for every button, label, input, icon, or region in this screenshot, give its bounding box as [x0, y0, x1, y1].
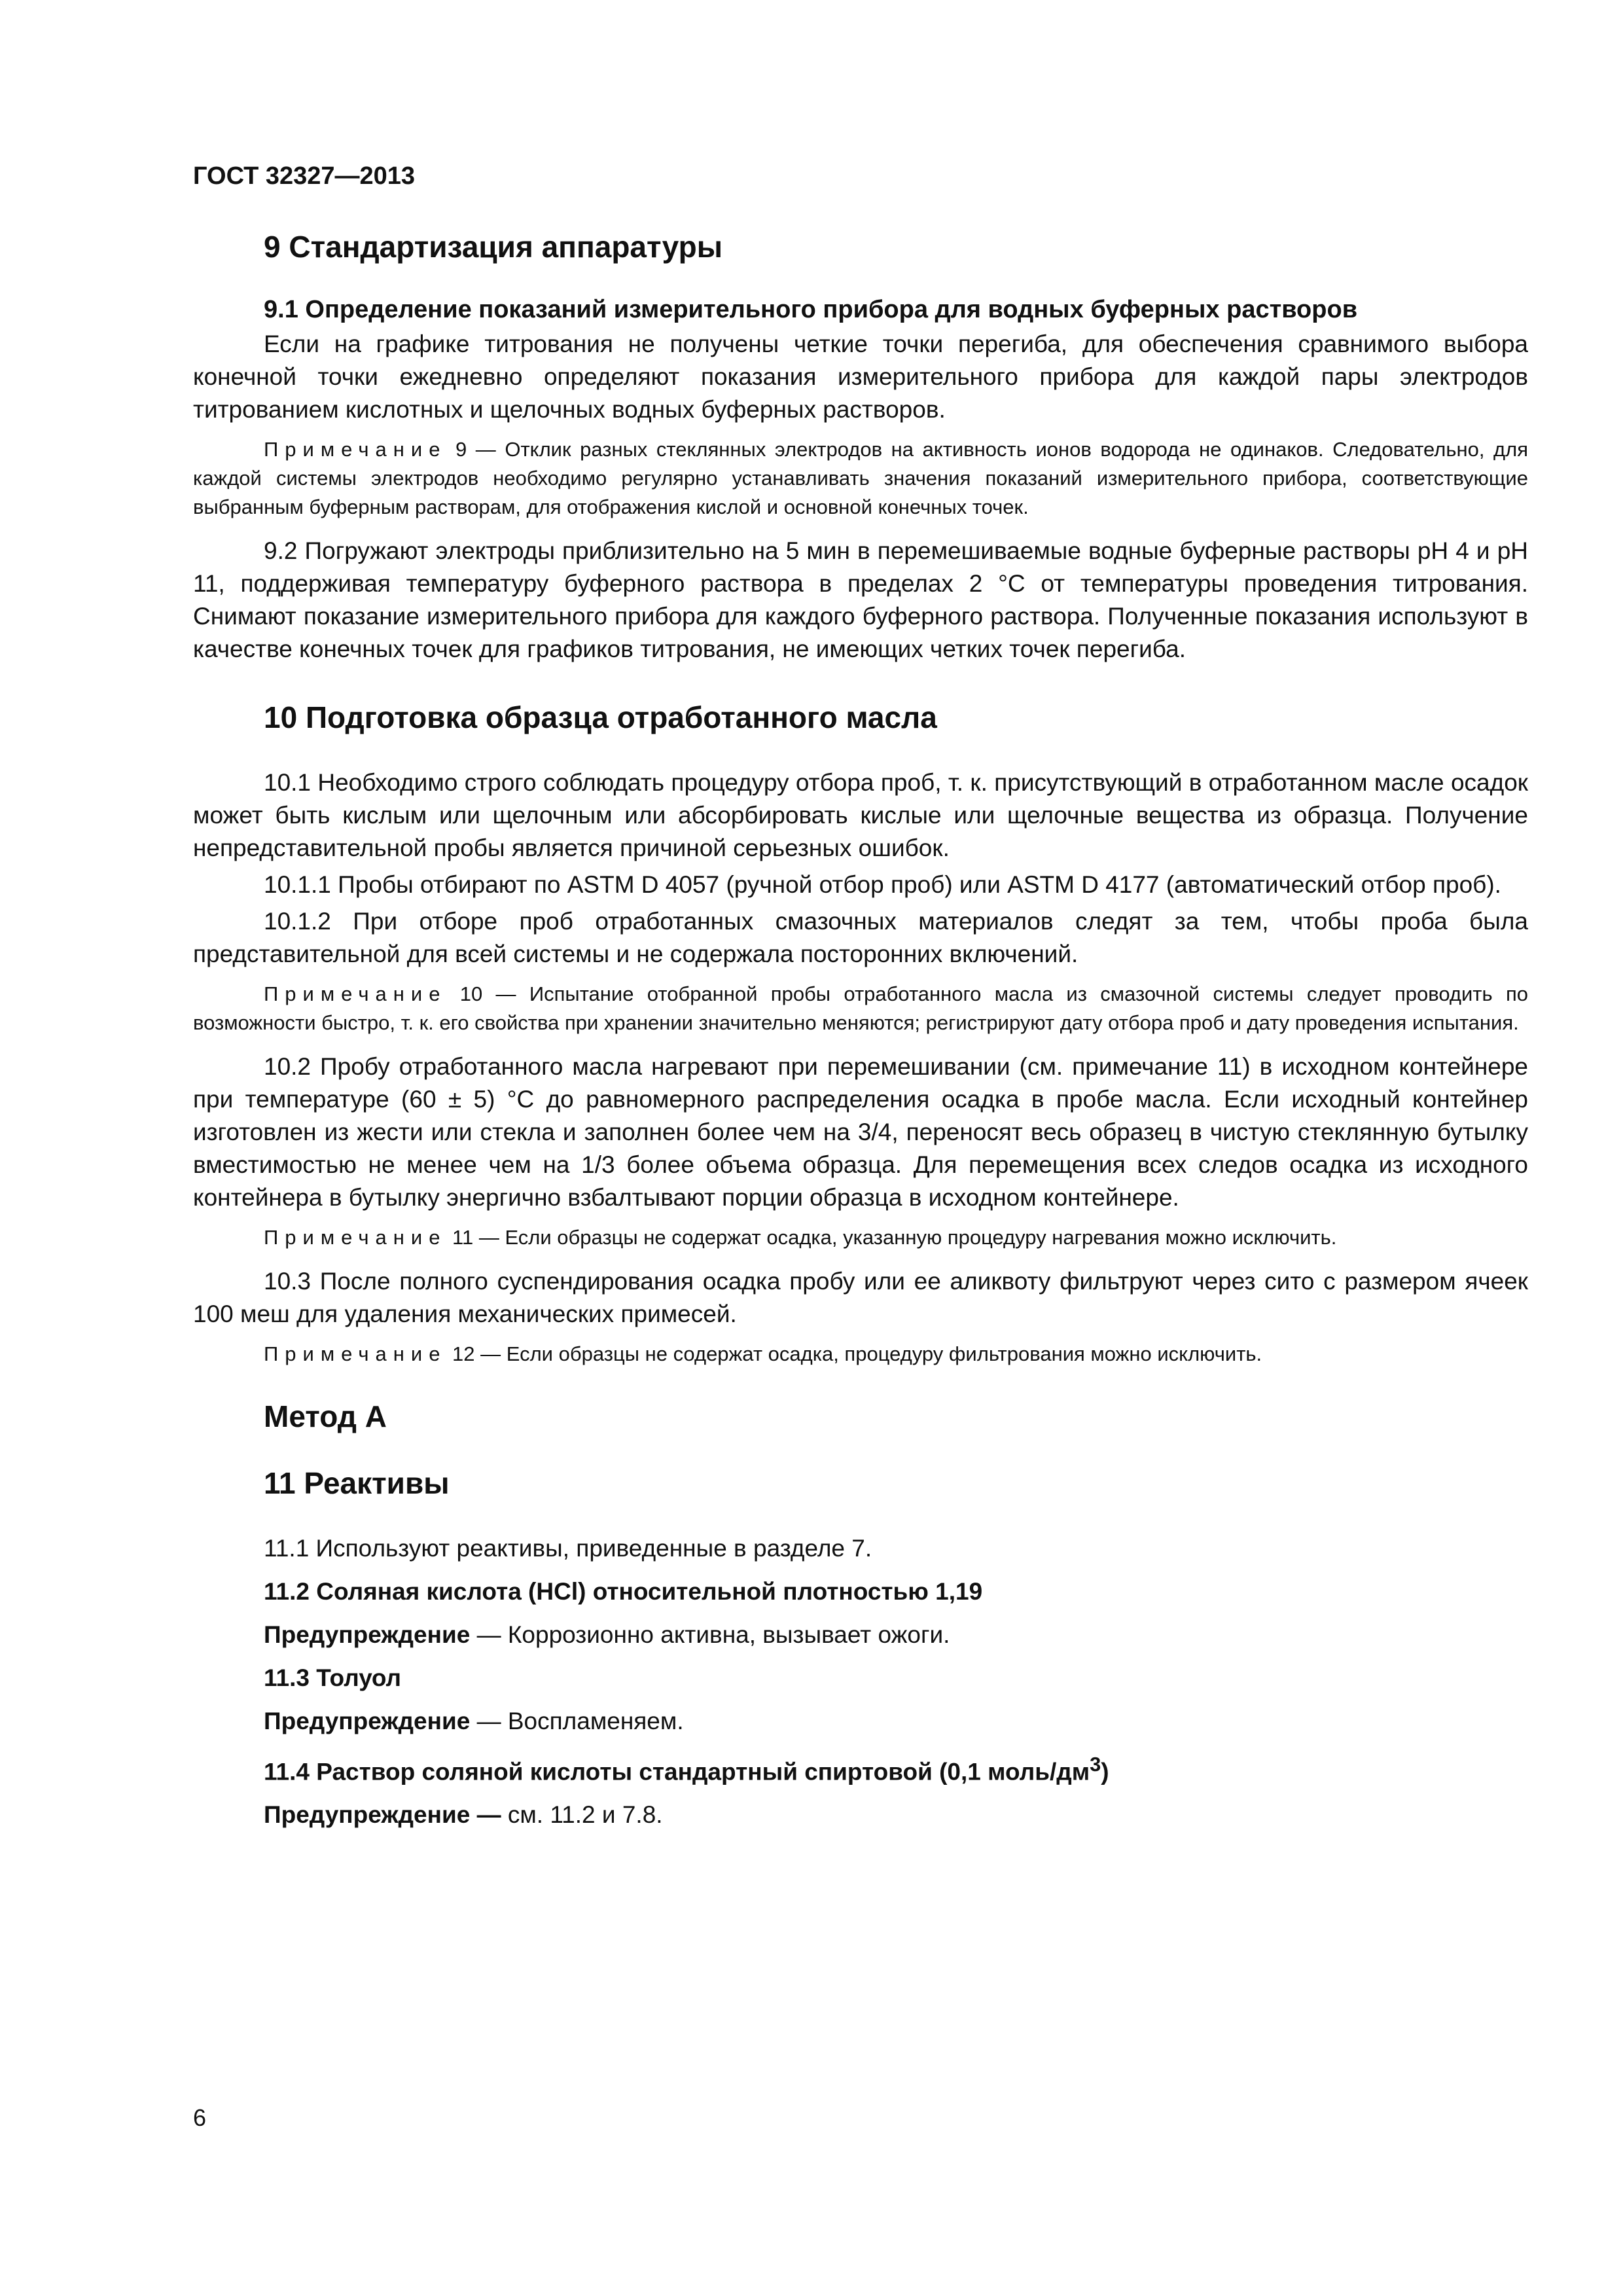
note-12	[193, 1340, 1528, 1369]
note-text: 11 — Если образцы не содержат осадка, указанную процедуру нагревания можно исключить.	[446, 1226, 1337, 1249]
note-label: Примечание	[264, 438, 447, 461]
note-10	[193, 980, 1528, 1037]
paragraph-9-2: 9.2 Погружают электроды приблизительно на 5 мин в перемешиваемые водные буферные растворы pH 4 и pH 11, поддерживая температуру буферного раствора в пределах 2 °С от температуры проведения титрования. Снимают показание измерительного прибора для каждого буферного раствора. Полученные показания используют в качестве конечных точек для графиков титрования, не имеющих четких точек перегиба.	[193, 537, 1528, 662]
paragraph-10-1-1: 10.1.1 Пробы отбирают по ASTM D 4057 (ручной отбор проб) или ASTM D 4177 (автоматический отбор проб).	[264, 871, 1501, 898]
note-text: 10 — Испытание отобранной пробы отработанного масла из смазочной системы следует проводить по возможности быстро, т. к. его свойства при хранении значительно меняются; регистрируют дату отбора проб и дату проведения испытания.	[193, 982, 1528, 1034]
paragraph-10-1-2: 10.1.2 При отборе проб отработанных смазочных материалов следят за тем, чтобы проба была представительной для всей системы и не содержала посторонних включений.	[193, 908, 1528, 967]
section-11-3-title: 11.3 Толуол	[264, 1664, 402, 1691]
warning-text: см. 11.2 и 7.8.	[501, 1801, 663, 1829]
warning-11-3	[193, 1705, 1528, 1738]
paragraph-10-1: 10.1 Необходимо строго соблюдать процедуру отбора проб, т. к. присутствующий в отработанном масле осадок может быть кислым или щелочным или абсорбировать кислые или щелочные вещества из образца. Получение непредставительной пробы является причиной серьезных ошибок.	[193, 769, 1528, 861]
paragraph-9-1: Если на графике титрования не получены четкие точки перегиба, для обеспечения сравнимого выбора конечной точки ежедневно определяют показания измерительного прибора для каждой пары электродов титрованием кислотных и щелочных водных буферных растворов.	[193, 331, 1528, 423]
page-number: 6	[193, 2104, 207, 2131]
note-9	[193, 435, 1528, 522]
section-11-4-title	[193, 1748, 1528, 1788]
page-content	[193, 229, 1528, 1842]
section-11-2-title: 11.2 Соляная кислота (HCl) относительной плотностью 1,19	[264, 1578, 983, 1605]
warning-text: — Воспламеняем.	[470, 1708, 684, 1734]
superscript: 3	[1090, 1753, 1101, 1776]
method-a-title: Метод А	[264, 1399, 387, 1433]
note-text: 12 — Если образцы не содержат осадка, процедуру фильтрования можно исключить.	[446, 1342, 1262, 1365]
warning-label: Предупреждение	[264, 1621, 471, 1648]
note-label: Примечание	[264, 982, 447, 1005]
warning-label: Предупреждение	[264, 1708, 471, 1734]
section-9-title: 9 Стандартизация аппаратуры	[264, 230, 723, 264]
warning-text: — Коррозионно активна, вызывает ожоги.	[470, 1621, 950, 1648]
warning-11-2	[193, 1619, 1528, 1651]
paragraph-10-2: 10.2 Пробу отработанного масла нагревают при перемешивании (см. примечание 11) в исходном контейнере при температуре (60 ± 5) °С до равномерного распределения осадка в пробе масла. Если исходный контейнер изготовлен из жести или стекла и заполнен более чем на 3/4, переносят весь образец в чистую стеклянную бутылку вместимостью не менее чем на 1/3 более объема образца. Для перемещения всех следов осадка из исходного контейнера в бутылку энергично взбалтывают порции образца в исходном контейнере.	[193, 1053, 1528, 1211]
note-label: Примечание	[264, 1342, 447, 1365]
paragraph-11-1: 11.1 Используют реактивы, приведенные в разделе 7.	[264, 1535, 872, 1562]
note-label: Примечание	[264, 1226, 447, 1249]
section-11-title: 11 Реактивы	[264, 1466, 450, 1500]
note-11	[193, 1223, 1528, 1252]
warning-11-4	[193, 1799, 1528, 1831]
note-text: 9 — Отклик разных стеклянных электродов на активность ионов водорода не одинаков. Следовательно, для каждой системы электродов необходимо регулярно устанавливать значения показаний измерительного прибора, соответствующие выбранным буферным растворам, для отображения кислой и основной конечных точек.	[193, 438, 1528, 518]
document-code-header: ГОСТ 32327—2013	[193, 162, 416, 190]
section-11-4-text: 11.4 Раствор соляной кислоты стандартный спиртовой (0,1 моль/дм	[264, 1758, 1090, 1785]
section-9-1-title: 9.1 Определение показаний измерительного прибора для водных буферных растворов	[264, 296, 1358, 323]
paragraph-10-3: 10.3 После полного суспендирования осадка пробу или ее аликвоту фильтруют через сито с размером ячеек 100 меш для удаления механических примесей.	[193, 1268, 1528, 1327]
warning-label: Предупреждение —	[264, 1801, 501, 1829]
section-11-4-close: )	[1101, 1758, 1109, 1785]
section-10-title: 10 Подготовка образца отработанного масла	[264, 700, 937, 734]
